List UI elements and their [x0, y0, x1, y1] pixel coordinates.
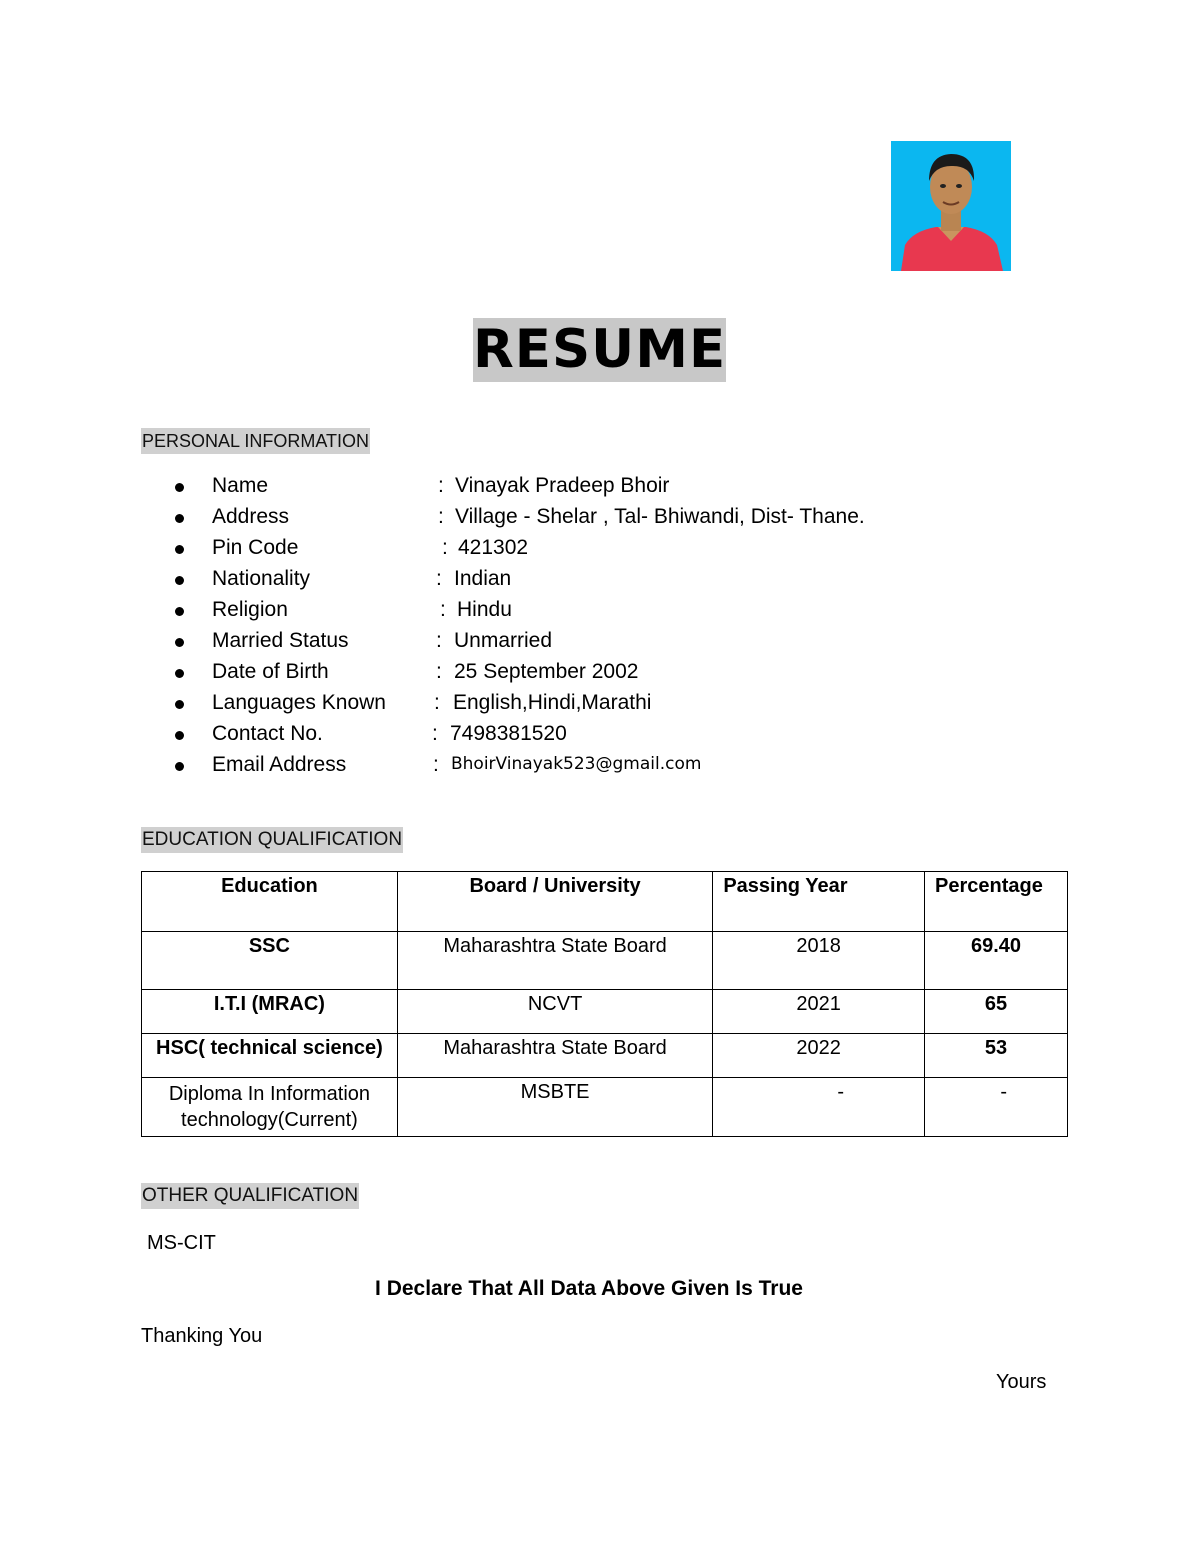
- table-row: [142, 1078, 1068, 1137]
- bullet-icon: [175, 576, 184, 585]
- info-row-name: [172, 470, 972, 501]
- info-row-address: [172, 501, 972, 532]
- info-value: Vinayak Pradeep Bhoir: [455, 474, 670, 497]
- info-label: Email Address: [212, 753, 347, 776]
- info-value: Unmarried: [454, 629, 553, 652]
- table-row: [142, 1034, 1068, 1078]
- thanks-text: Thanking You: [141, 1325, 263, 1347]
- colon: :: [434, 691, 440, 714]
- colon: :: [438, 505, 444, 528]
- closing-text: Yours: [996, 1371, 1047, 1393]
- table-header-cell: Board / University: [397, 872, 713, 932]
- table-cell: -: [713, 1078, 925, 1137]
- bullet-icon: [175, 514, 184, 523]
- bullet-icon: [175, 669, 184, 678]
- table-cell: Diploma In Information technology(Current): [142, 1078, 398, 1137]
- education-qualification-heading: EDUCATION QUALIFICATION: [141, 827, 403, 853]
- declaration: I Declare That All Data Above Given Is True: [375, 1277, 803, 1300]
- personal-information-heading: PERSONAL INFORMATION: [141, 428, 370, 454]
- info-label: Languages Known: [212, 691, 386, 714]
- info-row-married-status: [172, 625, 972, 656]
- table-header-row: [142, 872, 1068, 932]
- bullet-icon: [175, 607, 184, 616]
- table-cell: 65: [925, 990, 1068, 1034]
- info-row-contact: [172, 718, 972, 749]
- table-cell: I.T.I (MRAC): [142, 990, 398, 1034]
- table-cell: 53: [925, 1034, 1068, 1078]
- info-label: Nationality: [212, 567, 311, 590]
- bullet-icon: [175, 483, 184, 492]
- info-row-religion: [172, 594, 972, 625]
- info-row-nationality: [172, 563, 972, 594]
- bullet-icon: [175, 638, 184, 647]
- colon: :: [436, 567, 442, 590]
- info-value: 25 September 2002: [454, 660, 639, 683]
- info-value: BhoirVinayak523@gmail.com: [451, 754, 702, 774]
- bullet-icon: [175, 700, 184, 709]
- bullet-icon: [175, 762, 184, 771]
- info-label: Religion: [212, 598, 288, 621]
- colon: :: [436, 660, 442, 683]
- table-header-cell: Percentage: [925, 872, 1068, 932]
- table-cell: NCVT: [397, 990, 713, 1034]
- info-row-email: [172, 749, 972, 780]
- info-value: 421302: [458, 536, 529, 559]
- table-cell: MSBTE: [397, 1078, 713, 1137]
- info-value: Hindu: [457, 598, 512, 621]
- colon: :: [438, 474, 444, 497]
- table-cell: Maharashtra State Board: [397, 932, 713, 990]
- bullet-icon: [175, 731, 184, 740]
- info-value: Village - Shelar , Tal- Bhiwandi, Dist- Thane.: [455, 505, 865, 528]
- table-row: [142, 990, 1068, 1034]
- info-label: Married Status: [212, 629, 349, 652]
- colon: :: [432, 722, 438, 745]
- table-header-cell: Passing Year: [713, 872, 925, 932]
- info-value: English,Hindi,Marathi: [453, 691, 652, 714]
- table-cell: Maharashtra State Board: [397, 1034, 713, 1078]
- info-row-languages: [172, 687, 972, 718]
- resume-title: RESUME: [473, 319, 727, 380]
- table-cell: -: [925, 1078, 1068, 1137]
- info-value: 7498381520: [450, 722, 567, 745]
- other-qualification-value: MS-CIT: [147, 1232, 216, 1254]
- info-label: Date of Birth: [212, 660, 329, 683]
- colon: :: [436, 629, 442, 652]
- personal-info-list: [172, 470, 972, 780]
- info-value: Indian: [454, 567, 512, 590]
- info-label: Address: [212, 505, 290, 528]
- table-cell: 69.40: [925, 932, 1068, 990]
- table-cell: SSC: [142, 932, 398, 990]
- other-qualification-heading: OTHER QUALIFICATION: [141, 1183, 359, 1209]
- profile-photo: [891, 141, 1011, 271]
- info-label: Pin Code: [212, 536, 299, 559]
- table-row: [142, 932, 1068, 990]
- table-cell: 2018: [713, 932, 925, 990]
- info-label: Contact No.: [212, 722, 323, 745]
- info-row-pin-code: [172, 532, 972, 563]
- table-header-cell: Education: [142, 872, 398, 932]
- education-table: [141, 871, 1068, 1137]
- info-row-date-of-birth: [172, 656, 972, 687]
- bullet-icon: [175, 545, 184, 554]
- colon: :: [442, 536, 448, 559]
- colon: :: [433, 753, 439, 776]
- table-cell: 2022: [713, 1034, 925, 1078]
- table-cell: 2021: [713, 990, 925, 1034]
- info-label: Name: [212, 474, 269, 497]
- colon: :: [440, 598, 446, 621]
- table-cell: HSC( technical science): [142, 1034, 398, 1078]
